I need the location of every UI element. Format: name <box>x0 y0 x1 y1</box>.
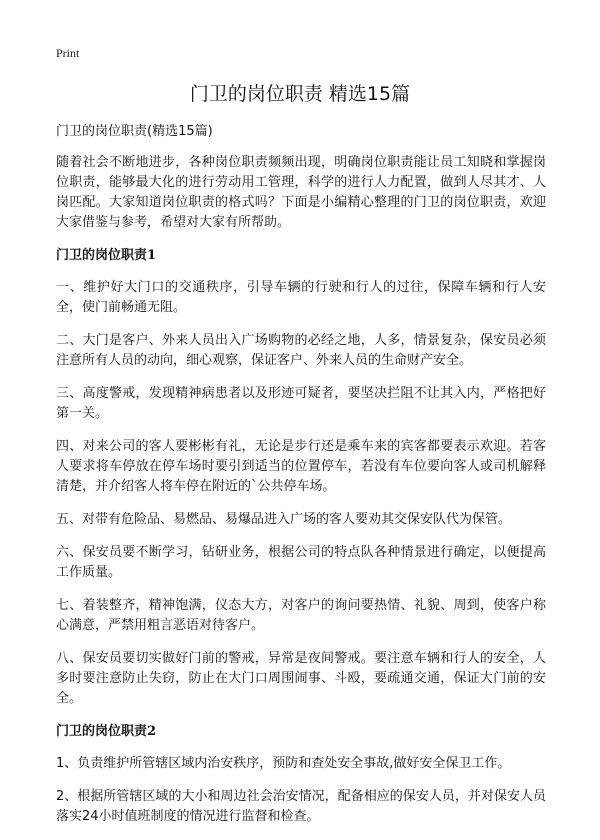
paragraph: 三、高度警戒，发现精神病患者以及形迹可疑者，要坚决拦阻不让其入内，严格把好第一关。 <box>56 386 546 421</box>
paragraph: 二、大门是客户、外来人员出入广场购物的必经之地，人多，情景复杂，保安员必须注意所有人员的动向，细心观察，保证客户、外来人员的生命财产安全。 <box>56 333 546 368</box>
section-heading: 门卫的岗位职责2 <box>56 724 157 739</box>
document-body <box>56 122 546 840</box>
intro-paragraph: 随着社会不断地进步，各种岗位职责频频出现，明确岗位职责能让员工知晓和掌握岗位职责，能够最大化的进行劳动用工管理，科学的进行人力配置，做到人尽其才、人岗匹配。大家知道岗位职责的格式吗？下面是小编精心整理的门卫的岗位职责，欢迎大家借鉴与参考，希望对大家有所帮助。 <box>56 155 546 230</box>
paragraph: 2、根据所管辖区域的大小和周边社会治安情况，配备相应的保安人员，并对保安人员落实24小时值班制度的情况进行监督和检查。 <box>56 789 546 824</box>
paragraph: 七、着装整齐，精神饱满，仪态大方，对客户的询问要热情、礼貌、周到，使客户称心满意，严禁用粗言恶语对待客户。 <box>56 598 546 633</box>
page-title: 门卫的岗位职责 精选15篇 <box>189 83 411 105</box>
paragraph: 四、对来公司的客人要彬彬有礼，无论是步行还是乘车来的宾客都要表示欢迎。若客人要求将车停放在停车场时要引到适当的位置停车，若没有车位要向客人或司机解释清楚，并介绍客人将车停在附近的`公共停车场。 <box>56 439 546 494</box>
paragraph: 五、对带有危险品、易燃品、易爆品进入广场的客人要劝其交保安队代为保管。 <box>56 512 512 527</box>
paragraph: 1、负责维护所管辖区域内治安秩序，预防和查处安全事故,做好安全保卫工作。 <box>56 756 511 771</box>
paragraph: 一、维护好大门口的交通秩序，引导车辆的行驶和行人的过往，保障车辆和行人安全，使门前畅通无阻。 <box>56 280 546 315</box>
print-link[interactable]: Print <box>56 46 80 60</box>
paragraph: 八、保安员要切实做好门前的警戒，异常是夜间警戒。要注意车辆和行人的安全，人多时要注意防止失窃，防止在大门口周围闹事、斗殴，要疏通交通，保证大门前的安全。 <box>56 651 546 706</box>
section-heading: 门卫的岗位职责1 <box>56 248 157 263</box>
paragraph: 六、保安员要不断学习，钻研业务，根据公司的特点队各种情景进行确定，以便提高工作质量。 <box>56 545 546 580</box>
document-subtitle: 门卫的岗位职责(精选15篇) <box>56 124 213 139</box>
